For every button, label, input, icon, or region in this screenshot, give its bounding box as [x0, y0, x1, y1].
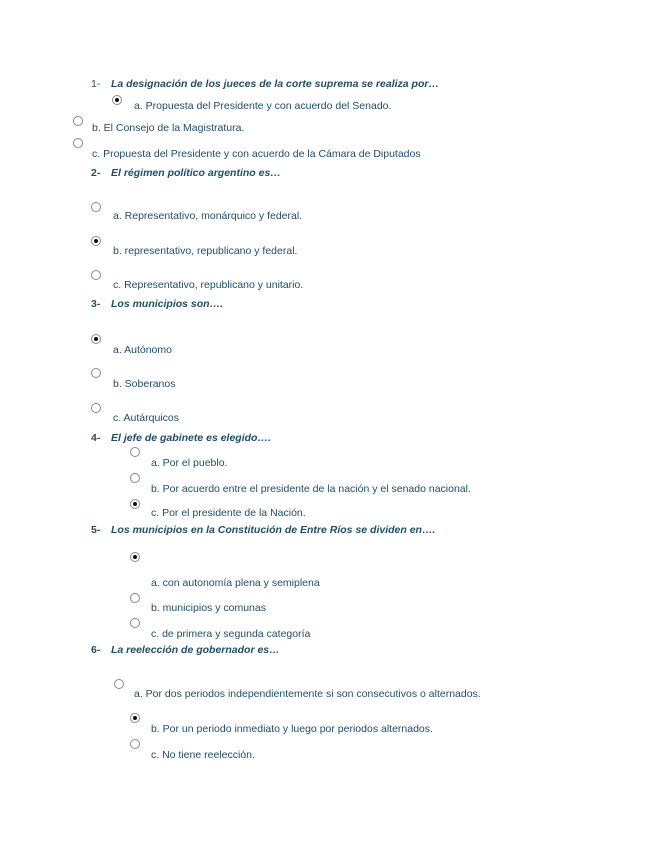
option-q1-b: b. El Consejo de la Magistratura. [92, 122, 245, 134]
question-2 [91, 167, 281, 179]
option-q1-a: a. Propuesta del Presidente y con acuerdo del Senado. [134, 100, 392, 112]
question-text: La reelección de gobernador es… [111, 644, 280, 656]
radio-q5-b[interactable] [130, 593, 140, 603]
question-4 [91, 432, 271, 444]
radio-q4-a[interactable] [130, 447, 140, 457]
option-q5-a: a. con autonomía plena y semiplena [151, 577, 320, 589]
radio-q5-c[interactable] [130, 618, 140, 628]
radio-q3-b[interactable] [91, 368, 101, 378]
question-text: Los municipios son…. [111, 298, 224, 310]
option-q4-a: a. Por el pueblo. [151, 457, 228, 469]
radio-q1-b[interactable] [73, 116, 83, 126]
radio-q5-a[interactable] [130, 552, 140, 562]
question-text: El régimen político argentino es… [111, 167, 281, 179]
question-text: El jefe de gabinete es elegido…. [111, 432, 271, 444]
question-5 [91, 524, 435, 536]
option-q2-a: a. Representativo, monárquico y federal. [113, 210, 303, 222]
option-q1-c: c. Propuesta del Presidente y con acuerdo de la Cámara de Diputados [92, 148, 421, 160]
option-q5-b: b. municipios y comunas [151, 602, 266, 614]
question-number: 1- [91, 78, 101, 90]
radio-q2-b[interactable] [91, 236, 101, 246]
radio-q1-c[interactable] [73, 138, 83, 148]
question-text: La designación de los jueces de la corte suprema se realiza por… [111, 78, 439, 90]
option-q6-c: c. No tiene reelección. [151, 749, 255, 761]
option-q2-c: c. Representativo, republicano y unitario. [113, 279, 304, 291]
radio-q4-b[interactable] [130, 473, 140, 483]
option-q6-a: a. Por dos periodos independientemente si son consecutivos o alternados. [134, 688, 481, 700]
option-q3-a: a. Autónomo [113, 344, 172, 356]
question-number: 6- [91, 644, 101, 656]
radio-q6-a[interactable] [114, 679, 124, 689]
radio-q2-c[interactable] [91, 270, 101, 280]
radio-q4-c[interactable] [130, 499, 140, 509]
question-number: 5- [91, 524, 101, 536]
option-q2-b: b. representativo, republicano y federal. [113, 245, 298, 257]
question-1 [91, 78, 439, 90]
radio-q6-b[interactable] [130, 713, 140, 723]
question-number: 2- [91, 167, 101, 179]
question-3 [91, 298, 223, 310]
question-number: 4- [91, 432, 101, 444]
option-q4-b: b. Por acuerdo entre el presidente de la nación y el senado nacional. [151, 483, 471, 495]
question-text: Los municipios en la Constitución de Entre Ríos se dividen en…. [111, 524, 436, 536]
radio-q3-a[interactable] [91, 334, 101, 344]
option-q5-c: c. de primera y segunda categoría [151, 628, 311, 640]
question-number: 3- [91, 298, 101, 310]
radio-q1-a[interactable] [112, 95, 122, 105]
radio-q3-c[interactable] [91, 403, 101, 413]
radio-q6-c[interactable] [130, 739, 140, 749]
radio-q2-a[interactable] [91, 202, 101, 212]
option-q4-c: c. Por el presidente de la Nación. [151, 507, 306, 519]
option-q3-c: c. Autárquicos [113, 412, 179, 424]
question-6 [91, 644, 280, 656]
option-q6-b: b. Por un periodo inmediato y luego por periodos alternados. [151, 723, 433, 735]
option-q3-b: b. Soberanos [113, 378, 176, 390]
